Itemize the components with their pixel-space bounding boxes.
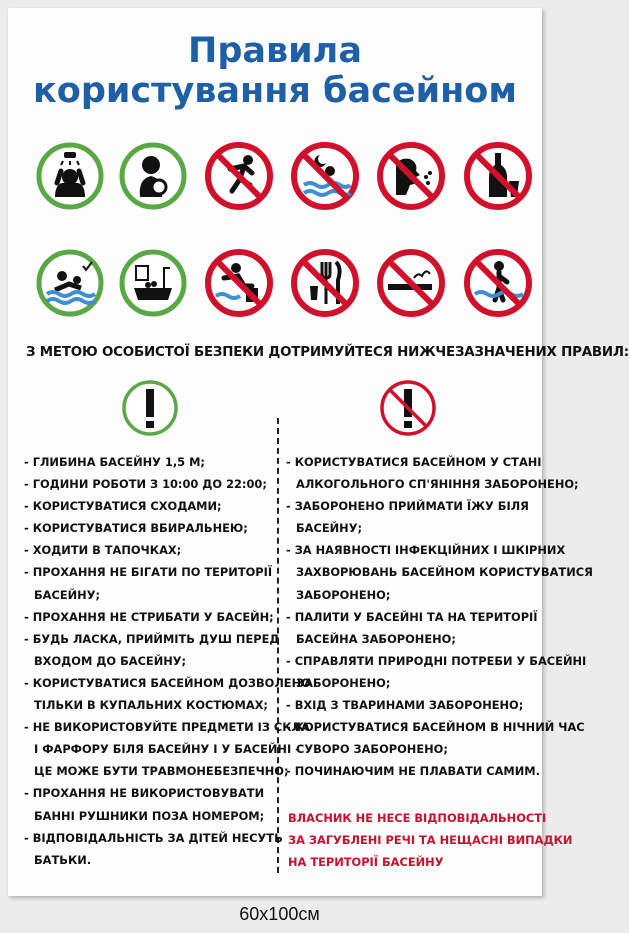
allowed-rules-list <box>24 451 311 871</box>
shower-before-swim-icon <box>35 141 105 211</box>
rule-line: - НЕ ВИКОРИСТОВУЙТЕ ПРЕДМЕТИ ІЗ СКЛА <box>24 720 310 735</box>
rule-line: - ПРОХАННЯ НЕ СТРИБАТИ У БАСЕЙН; <box>24 609 274 624</box>
rule-line: БАСЕЙНУ; <box>34 587 101 602</box>
rule-line: - БУДЬ ЛАСКА, ПРИЙМІТЬ ДУШ ПЕРЕД <box>24 631 280 646</box>
rule-line: - ВІДПОВІДАЛЬНІСТЬ ЗА ДІТЕЙ НЕСУТЬ <box>24 830 283 845</box>
rule-line: - КОРИСТУВАТИСЯ БАСЕЙНОМ У СТАНІ <box>286 455 542 469</box>
rule-line: - ПРОХАННЯ НЕ БІГАТИ ПО ТЕРИТОРІЇ <box>24 565 273 580</box>
no-smoking-icon <box>376 248 446 318</box>
rule-line: - ПАЛИТИ У БАСЕЙНІ ТА НА ТЕРИТОРІЇ <box>286 609 538 624</box>
rule-line: ЗАБОРОНЕНО; <box>296 587 391 602</box>
rule-line: ЗАХВОРЮВАНЬ БАСЕЙНОМ КОРИСТУВАТИСЯ <box>296 565 593 580</box>
safety-subheading: З МЕТОЮ ОСОБИСТОЇ БЕЗПЕКИ ДОТРИМУЙТЕСЯ НИЖЧЕЗАЗНАЧЕНИХ ПРАВИЛ: <box>26 345 629 360</box>
rule-line: - ПРОХАННЯ НЕ ВИКОРИСТОВУВАТИ <box>24 786 265 801</box>
no-alcohol-icon <box>463 141 533 211</box>
rule-line: АЛКОГОЛЬНОГО СП'ЯНІННЯ ЗАБОРОНЕНО; <box>296 477 579 492</box>
rule-line: БАСЕЙНУ; <box>296 521 363 536</box>
prohibited-rules-list <box>286 451 593 782</box>
rule-line: - КОРИСТУВАТИСЯ БАСЕЙНОМ В НІЧНИЙ ЧАС <box>286 720 585 735</box>
rule-line: - ХОДИТИ В ТАПОЧКАХ; <box>24 543 182 558</box>
children-supervised-icon <box>35 248 105 318</box>
exclamation-allowed-icon <box>120 378 180 438</box>
rule-line: - СПРАВЛЯТИ ПРИРОДНІ ПОТРЕБИ У БАСЕЙНІ <box>286 653 587 668</box>
rule-line: І ФАРФОРУ БІЛЯ БАСЕЙНУ І У БАСЕЙНІ - <box>34 742 300 757</box>
no-swimming-at-night-icon <box>290 141 360 211</box>
rule-line: - КОРИСТУВАТИСЯ СХОДАМИ; <box>24 499 222 514</box>
exclamation-prohibited-icon <box>378 378 438 438</box>
rule-line: БАТЬКИ. <box>34 852 92 867</box>
disclaimer-line: ВЛАСНИК НЕ НЕСЕ ВІДПОВІДАЛЬНОСТІ <box>288 811 547 825</box>
rule-line: - ПОЧИНАЮЧИМ НЕ ПЛАВАТИ САМИМ. <box>286 764 540 779</box>
rule-line: БАННІ РУШНИКИ ПОЗА НОМЕРОМ; <box>34 808 265 823</box>
rule-line: ЗАБОРОНЕНО; <box>296 675 391 690</box>
pool-rules-sign <box>8 8 629 896</box>
rule-line: БАСЕЙНА ЗАБОРОНЕНО; <box>296 631 456 646</box>
rule-line: - ГОДИНИ РОБОТИ З 10:00 ДО 22:00; <box>24 477 267 492</box>
disclaimer-line: ЗА ЗАГУБЛЕНІ РЕЧІ ТА НЕЩАСНІ ВИПАДКИ <box>288 833 573 847</box>
no-urinating-in-pool-icon <box>463 248 533 318</box>
title-line-1: Правила <box>188 31 362 71</box>
rule-line: ВХОДОМ ДО БАСЕЙНУ; <box>34 653 187 668</box>
size-label: 60х100см <box>239 904 320 924</box>
rule-line: - КОРИСТУВАТИСЯ БАСЕЙНОМ ДОЗВОЛЕНО <box>24 675 311 690</box>
rule-line: - ЗА НАЯВНОСТІ ІНФЕКЦІЙНИХ І ШКІРНИХ <box>286 543 566 558</box>
title-line-2: користування басейном <box>33 71 517 111</box>
rule-line: - ЗАБОРОНЕНО ПРИЙМАТИ ЇЖУ БІЛЯ <box>286 499 529 514</box>
owner-disclaimer <box>288 807 572 873</box>
rule-line: - ГЛИБИНА БАСЕЙНУ 1,5 М; <box>24 455 205 469</box>
rule-line: ТІЛЬКИ В КУПАЛЬНИХ КОСТЮМАХ; <box>34 698 268 713</box>
no-spitting-icon <box>376 141 446 211</box>
no-food-icon <box>290 248 360 318</box>
rule-line: - КОРИСТУВАТИСЯ ВБИРАЛЬНЕЮ; <box>24 521 248 536</box>
disclaimer-line: НА ТЕРИТОРІЇ БАСЕЙНУ <box>288 855 444 869</box>
child-with-adult-icon <box>118 141 188 211</box>
rule-line: СУВОРО ЗАБОРОНЕНО; <box>296 742 448 757</box>
no-diving-icon <box>204 248 274 318</box>
no-running-icon <box>204 141 274 211</box>
rule-line: ЦЕ МОЖЕ БУТИ ТРАВМОНЕБЕЗПЕЧНО; <box>34 764 289 779</box>
rule-line: - ВХІД З ТВАРИНАМИ ЗАБОРОНЕНО; <box>286 698 524 713</box>
use-bathroom-icon <box>118 248 188 318</box>
